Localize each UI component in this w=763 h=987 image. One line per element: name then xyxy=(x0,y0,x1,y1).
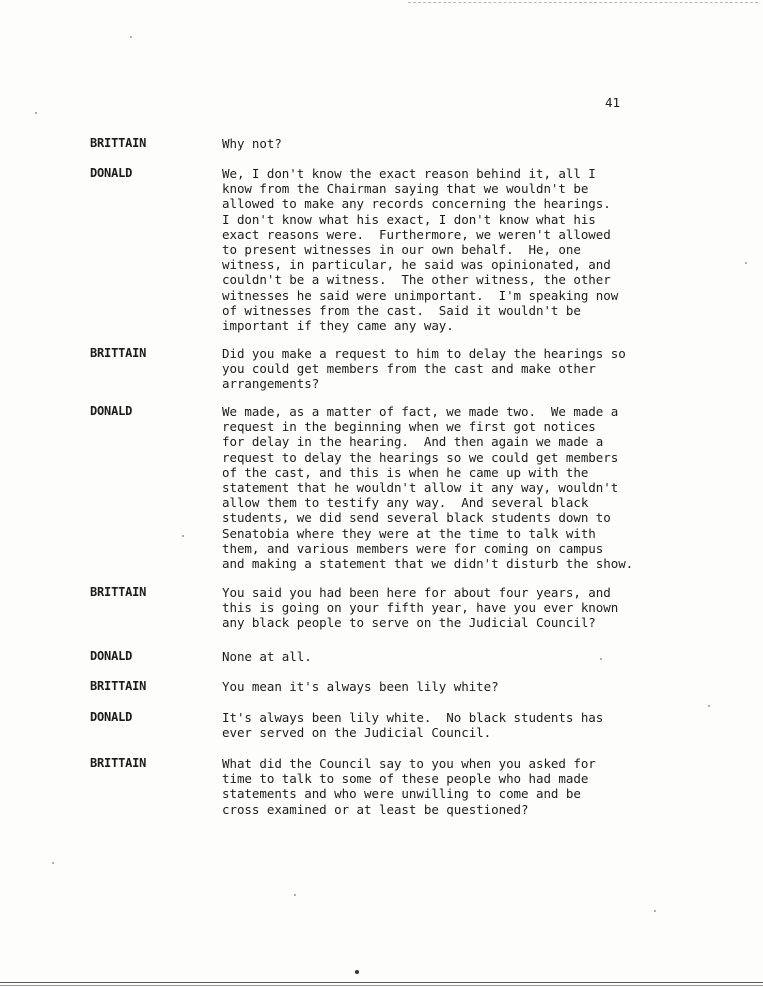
speech-line: of witnesses from the cast. Said it wouldn't be xyxy=(222,302,581,318)
speech-text xyxy=(222,166,682,333)
speech-text xyxy=(222,404,682,571)
speech-line: Senatobia where they were at the time to talk with xyxy=(222,525,596,541)
speech-line: request to delay the hearings so we could get members xyxy=(222,449,619,465)
speech-line: exact reasons were. Furthermore, we weren't allowed xyxy=(222,226,611,242)
speech-line: cross examined or at least be questioned? xyxy=(222,801,529,817)
speech-line: witness, in particular, he said was opinionated, and xyxy=(222,257,611,273)
page-number: 41 xyxy=(605,95,621,110)
speech-text xyxy=(222,679,682,694)
speech-text xyxy=(222,756,682,817)
bottom-edge-rule xyxy=(0,982,763,983)
speech-line: to present witnesses in our own behalf. He, one xyxy=(222,242,581,258)
speech-text xyxy=(222,649,682,664)
speech-line: and making a statement that we didn't disturb the show. xyxy=(222,556,634,572)
speech-line: We made, as a matter of fact, we made two. We made a xyxy=(222,404,619,419)
speech-text xyxy=(222,585,682,631)
scan-speck xyxy=(35,112,37,114)
scan-speck xyxy=(600,658,602,660)
bottom-edge-rule-faint xyxy=(0,985,763,986)
speaker-name: BRITTAIN xyxy=(90,679,147,693)
speech-line: I don't know what his exact, I don't know what his xyxy=(222,211,596,227)
speech-line: ever served on the Judicial Council. xyxy=(222,725,492,741)
speech-line: arrangements? xyxy=(222,376,320,392)
speaker-name: BRITTAIN xyxy=(90,585,147,599)
speech-line: them, and various members were for coming on campus xyxy=(222,540,604,556)
scan-speck xyxy=(708,705,710,707)
speaker-name: DONALD xyxy=(90,710,133,724)
speaker-name: BRITTAIN xyxy=(90,136,147,150)
speech-line: It's always been lily white. No black students has xyxy=(222,710,604,725)
scan-dot xyxy=(355,970,359,974)
speaker-name: DONALD xyxy=(90,166,133,180)
speech-line: time to talk to some of these people who had made xyxy=(222,771,589,787)
speaker-name: BRITTAIN xyxy=(90,346,147,360)
speech-line: important if they came any way. xyxy=(222,318,454,334)
speech-line: of the cast, and this is when he came up with the xyxy=(222,464,589,480)
speech-text xyxy=(222,710,682,740)
speaker-name: BRITTAIN xyxy=(90,756,147,770)
speech-text xyxy=(222,136,682,151)
scan-speck xyxy=(654,910,656,912)
speech-line: Why not? xyxy=(222,136,282,151)
scan-speck xyxy=(130,36,132,38)
speech-line: any black people to serve on the Judicial Council? xyxy=(222,615,596,631)
speaker-name: DONALD xyxy=(90,649,133,663)
speech-text xyxy=(222,346,682,392)
speech-line: What did the Council say to you when you asked for xyxy=(222,756,596,771)
speech-line: You mean it's always been lily white? xyxy=(222,679,499,694)
speech-line: couldn't be a witness. The other witness, the other xyxy=(222,272,611,288)
speech-line: you could get members from the cast and make other xyxy=(222,361,596,377)
speech-line: allow them to testify any way. And several black xyxy=(222,495,589,511)
speech-line: You said you had been here for about four years, and xyxy=(222,585,611,600)
top-edge-dashes xyxy=(408,2,758,3)
speech-line: students, we did send several black students down to xyxy=(222,510,611,526)
speech-line: statement that he wouldn't allow it any way, wouldn't xyxy=(222,480,619,496)
speech-line: for delay in the hearing. And then again we made a xyxy=(222,434,604,450)
speech-line: statements and who were unwilling to come and be xyxy=(222,786,581,802)
speech-line: allowed to make any records concerning the hearings. xyxy=(222,196,611,212)
speech-line: Did you make a request to him to delay the hearings so xyxy=(222,346,626,361)
speech-line: know from the Chairman saying that we wouldn't be xyxy=(222,181,589,197)
scan-speck xyxy=(52,862,54,864)
speech-line: this is going on your fifth year, have you ever known xyxy=(222,600,619,616)
scan-speck xyxy=(294,894,296,896)
scan-speck xyxy=(182,535,184,537)
speech-line: None at all. xyxy=(222,649,312,664)
speech-line: request in the beginning when we first got notices xyxy=(222,419,596,435)
scan-speck xyxy=(745,262,747,264)
speech-line: We, I don't know the exact reason behind it, all I xyxy=(222,166,596,181)
speaker-name: DONALD xyxy=(90,404,133,418)
speech-line: witnesses he said were unimportant. I'm speaking now xyxy=(222,287,619,303)
